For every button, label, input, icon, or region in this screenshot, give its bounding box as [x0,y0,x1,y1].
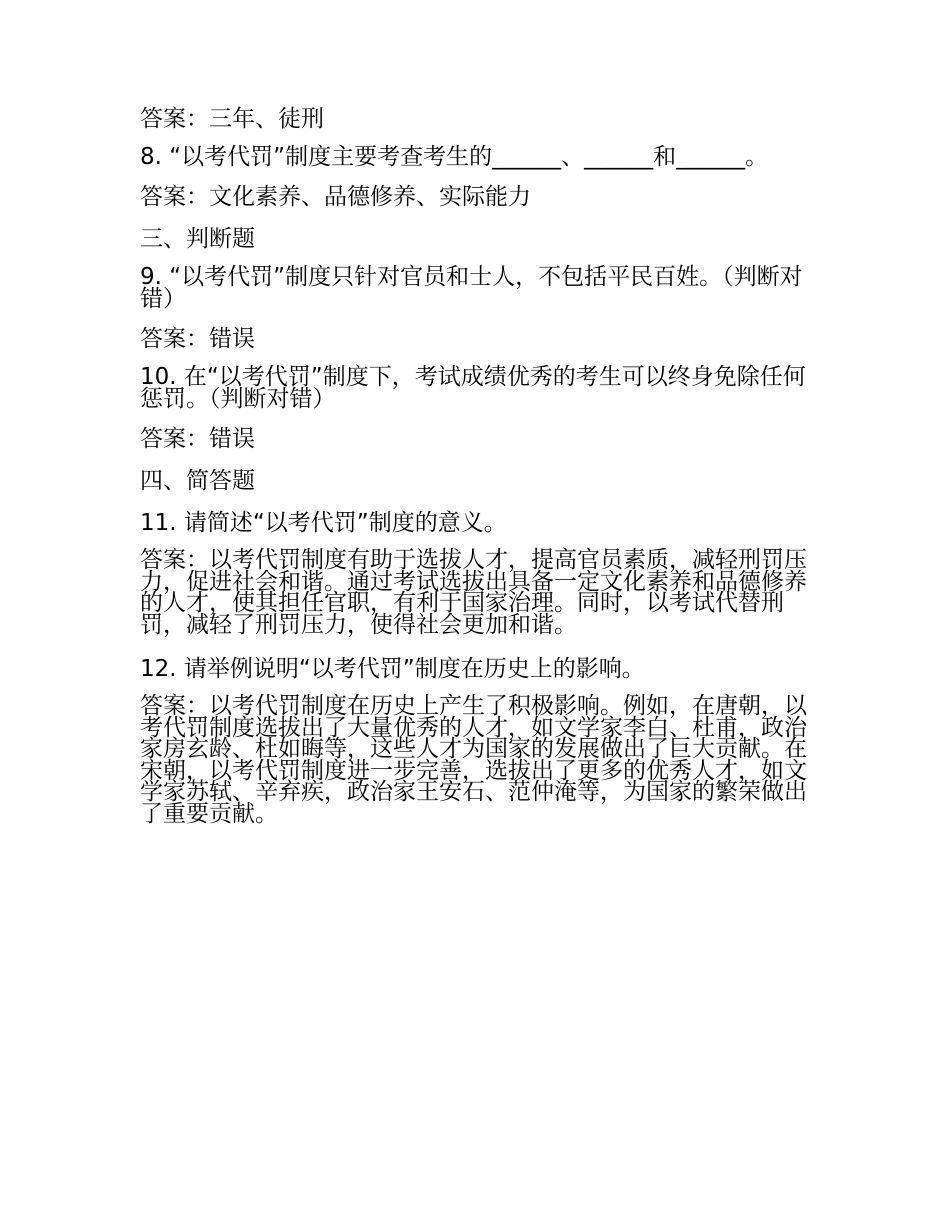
answer-11: 答案：以考代罚制度有助于选拔人才，提高官员素质，减轻刑罚压力，促进社会和谐。通过考试选拔出具备一定文化素养和品德修养的人才，使其担任官职，有利于国家治理。同时，以考试代替刑罚，减轻了刑罚压力，使得社会更加和谐。 [140,547,807,638]
answer-12: 答案：以考代罚制度在历史上产生了积极影响。例如，在唐朝，以考代罚制度选拔出了大量优秀的人才，如文学家李白、杜甫，政治家房玄龄、杜如晦等，这些人才为国家的发展做出了巨大贡献。在宋朝，以考代罚制度进一步完善，选拔出了更多的优秀人才，如文学家苏轼、辛弃疾，政治家王安石、范仲淹等，为国家的繁荣做出了重要贡献。 [140,693,807,827]
section-heading-judgment: 三、判断题 [140,226,255,252]
question-9: 9. “以考代罚”制度只针对官员和士人，不包括平民百姓。（判断对错） [140,264,803,312]
question-11: 11. 请简述“以考代罚”制度的意义。 [140,510,507,536]
section-heading-short-answer: 四、简答题 [140,468,255,494]
answer-7: 答案：三年、徒刑 [140,106,324,132]
document-page [140,104,815,843]
question-8: 8. “以考代罚”制度主要考查考生的______、______和______。 [140,144,769,170]
answer-8: 答案：文化素养、品德修养、实际能力 [140,184,531,210]
question-10: 10. 在“以考代罚”制度下，考试成绩优秀的考生可以终身免除任何惩罚。（判断对错） [140,364,806,412]
answer-10: 答案：错误 [140,426,255,452]
answer-9: 答案：错误 [140,326,255,352]
question-12: 12. 请举例说明“以考代罚”制度在历史上的影响。 [140,656,645,682]
